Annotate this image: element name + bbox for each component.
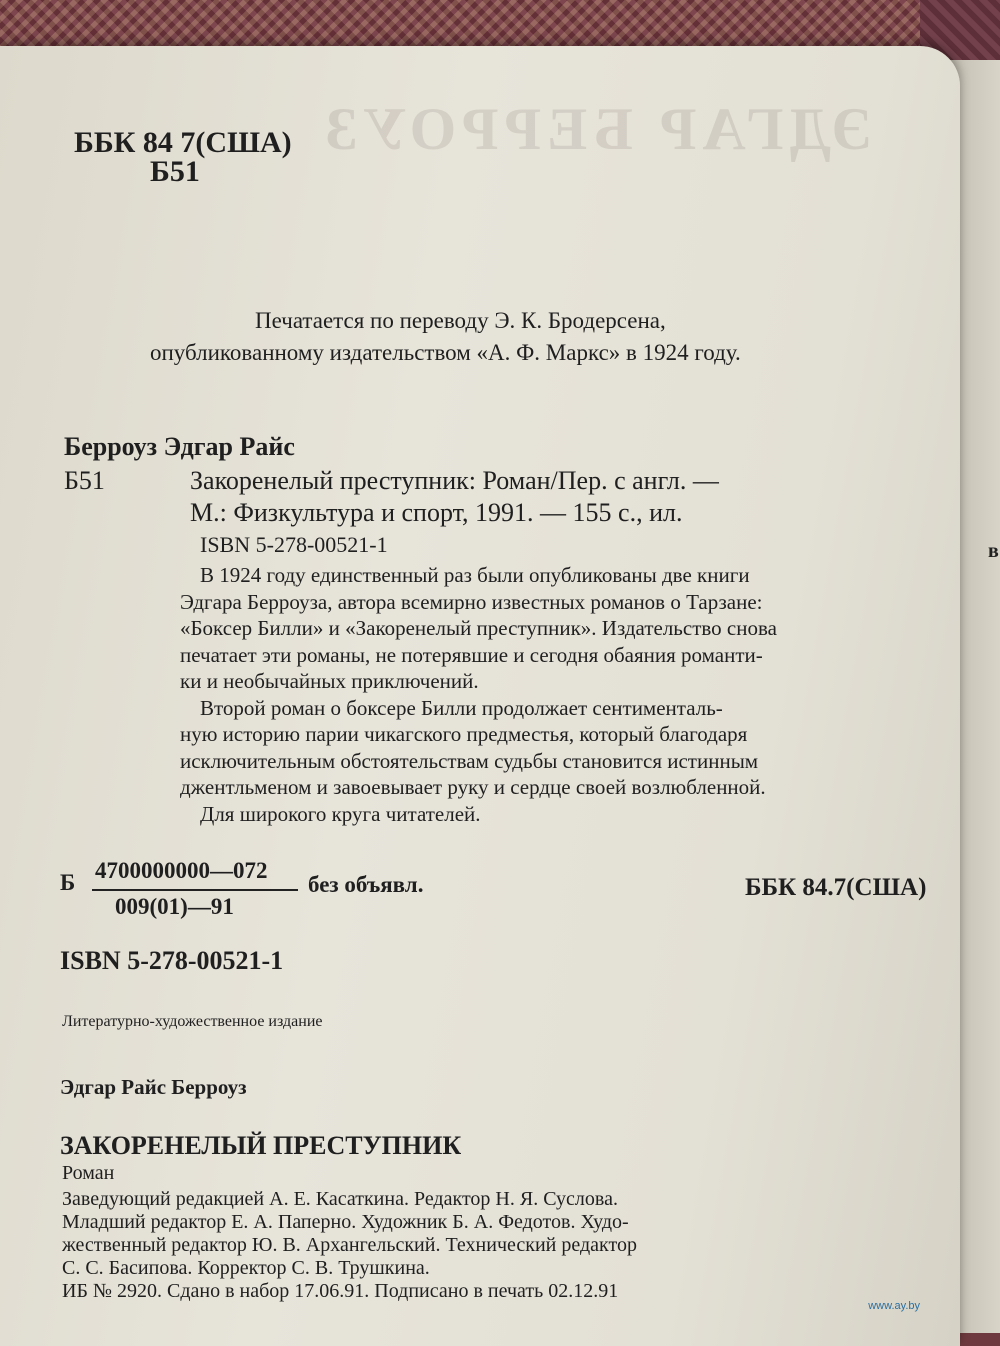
- edition-type: Литературно-художественное издание: [62, 1013, 323, 1030]
- imprint-author: Эдгар Райс Берроуз: [60, 1075, 247, 1099]
- translation-note-line-2: опубликованному издательством «А. Ф. Маркс» в 1924 году.: [150, 340, 741, 365]
- annotation-line: Эдгара Берроуза, автора всемирно известных романов о Тарзане:: [180, 589, 763, 614]
- watermark: www.ay.by: [868, 1300, 920, 1312]
- author-code-top: Б51: [150, 155, 200, 188]
- fraction-numerator: 4700000000—072: [95, 858, 268, 883]
- fraction-denominator: 009(01)—91: [115, 894, 234, 919]
- isbn-bottom: ISBN 5-278-00521-1: [60, 946, 284, 975]
- bleed-through-text: ЭДГАР БЕРРОУЗ: [320, 96, 873, 162]
- credits-line: С. С. Басипова. Корректор С. В. Трушкина.: [62, 1257, 430, 1279]
- annotation-line: Для широкого круга читателей.: [200, 801, 481, 826]
- catalog-code: Б51: [64, 466, 105, 495]
- adjacent-page-letter: в: [988, 540, 999, 562]
- fraction-letter: Б: [60, 870, 76, 895]
- catalog-title-line-2: М.: Физкультура и спорт, 1991. — 155 с., ил.: [190, 498, 683, 527]
- imprint-title: ЗАКОРЕНЕЛЫЙ ПРЕСТУПНИК: [60, 1131, 462, 1160]
- bbk-classification-top: ББК 84 7(США): [74, 126, 292, 159]
- bbk-classification-right: ББК 84.7(США): [745, 874, 927, 901]
- annotation-line: Второй роман о боксере Билли продолжает сентименталь-: [200, 695, 723, 720]
- no-ad-label: без объявл.: [308, 872, 424, 897]
- catalog-author: Берроуз Эдгар Райс: [64, 432, 295, 461]
- annotation-paragraph: [180, 562, 777, 827]
- catalog-title-line-1: Закоренелый преступник: Роман/Пер. с англ. —: [190, 466, 719, 495]
- annotation-line: джентльменом и завоевывает руку и сердце своей возлюбленной.: [180, 775, 766, 799]
- credits-line: жественный редактор Ю. В. Архангельский. Технический редактор: [62, 1234, 637, 1256]
- annotation-line: исключительным обстоятельствам судьбы становится истинным: [180, 748, 759, 773]
- credits-line: Заведующий редакцией А. Е. Касаткина. Редактор Н. Я. Суслова.: [62, 1188, 618, 1210]
- credits-line: ИБ № 2920. Сдано в набор 17.06.91. Подписано в печать 02.12.91: [62, 1280, 619, 1302]
- annotation-line: «Боксер Билли» и «Закоренелый преступник». Издательство снова: [180, 616, 777, 640]
- annotation-line: ки и необычайных приключений.: [180, 669, 479, 693]
- annotation-line: печатает эти романы, не потерявшие и сегодня обаяния романти-: [180, 642, 763, 667]
- annotation-line: В 1924 году единственный раз были опубликованы две книги: [200, 563, 750, 587]
- credits-line: Младший редактор Е. А. Паперно. Художник Б. А. Федотов. Худо-: [62, 1211, 629, 1233]
- catalog-isbn: ISBN 5-278-00521-1: [200, 532, 388, 557]
- translation-note-line-1: Печатается по переводу Э. К. Бродерсена,: [255, 308, 666, 333]
- fraction-bar: [92, 889, 298, 891]
- imprint-genre: Роман: [62, 1162, 115, 1184]
- imprint-credits: [62, 1188, 637, 1303]
- annotation-line: ную историю парии чикагского предместья, который благодаря: [180, 722, 748, 746]
